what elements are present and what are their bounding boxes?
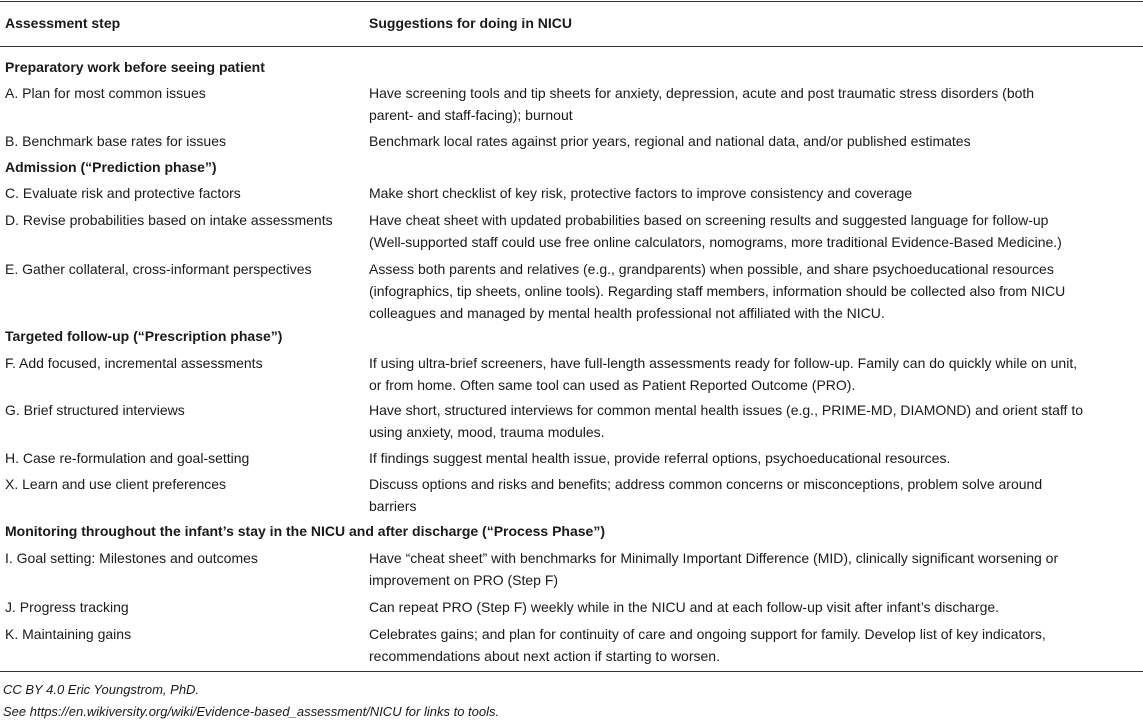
tools-link-note: See https://en.wikiversity.org/wiki/Evidence-based_assessment/NICU for links to tools. — [3, 704, 500, 719]
assessment-step: D. Revise probabilities based on intake assessments — [5, 212, 333, 228]
suggestion-line: Have cheat sheet with updated probabilities based on screening results and suggested language for follow-up — [369, 212, 1049, 228]
suggestion-line: colleagues and managed by mental health professional not affiliated with the NICU. — [369, 305, 885, 321]
license-note: CC BY 4.0 Eric Youngstrom, PhD. — [3, 682, 200, 697]
suggestion-line: recommendations about next action if starting to worsen. — [369, 648, 720, 664]
suggestion-line: barriers — [369, 498, 417, 514]
suggestion-line: Discuss options and risks and benefits; address common concerns or misconceptions, problem solve around — [369, 476, 1043, 492]
suggestion-line: parent- and staff-facing); burnout — [369, 107, 573, 123]
assessment-step: F. Add focused, incremental assessments — [5, 355, 263, 371]
assessment-step: X. Learn and use client preferences — [5, 476, 227, 492]
suggestion-line: Have “cheat sheet” with benchmarks for Minimally Important Difference (MID), clinically significant worsening or — [369, 550, 1059, 566]
suggestion-line: If findings suggest mental health issue, provide referral options, psychoeducational resources. — [369, 450, 951, 466]
section-title: Preparatory work before seeing patient — [5, 59, 265, 75]
suggestion-line: Benchmark local rates against prior years, regional and national data, and/or published estimates — [369, 133, 971, 149]
suggestion-line: using anxiety, mood, trauma modules. — [369, 424, 605, 440]
suggestion-line: Have screening tools and tip sheets for anxiety, depression, acute and post traumatic stress disorders (both — [369, 85, 1035, 101]
suggestion-line: (Well-supported staff could use free online calculators, nomograms, more traditional Evidence-Based Medicine.) — [369, 234, 1062, 250]
header-rule — [0, 46, 1143, 47]
table-top-rule — [0, 1, 1143, 2]
assessment-step: H. Case re-formulation and goal-setting — [5, 450, 250, 466]
assessment-step: I. Goal setting: Milestones and outcomes — [5, 550, 258, 566]
section-title: Admission (“Prediction phase”) — [5, 159, 217, 175]
assessment-step: B. Benchmark base rates for issues — [5, 133, 226, 149]
suggestion-line: Assess both parents and relatives (e.g., grandparents) when possible, and share psychoeducational resources — [369, 261, 1054, 277]
suggestion-line: improvement on PRO (Step F) — [369, 572, 559, 588]
assessment-step: G. Brief structured interviews — [5, 402, 185, 418]
suggestion-line: If using ultra-brief screeners, have full-length assessments ready for follow-up. Family can do quickly while on unit, — [369, 355, 1078, 371]
suggestion-line: Celebrates gains; and plan for continuity of care and ongoing support for family. Develop list of key indicators, — [369, 626, 1046, 642]
assessment-step: J. Progress tracking — [5, 599, 129, 615]
assessment-step: E. Gather collateral, cross-informant perspectives — [5, 261, 312, 277]
header-suggestions: Suggestions for doing in NICU — [369, 15, 572, 31]
table-bottom-rule — [0, 671, 1143, 672]
assessment-step: A. Plan for most common issues — [5, 85, 206, 101]
suggestion-line: Can repeat PRO (Step F) weekly while in the NICU and at each follow-up visit after infant’s discharge. — [369, 599, 1000, 615]
suggestion-line: or from home. Often same tool can used as Patient Reported Outcome (PRO). — [369, 377, 856, 393]
suggestion-line: Have short, structured interviews for common mental health issues (e.g., PRIME-MD, DIAMOND) and orient staff to — [369, 402, 1083, 418]
assessment-step: C. Evaluate risk and protective factors — [5, 185, 241, 201]
suggestion-line: Make short checklist of key risk, protective factors to improve consistency and coverage — [369, 185, 913, 201]
suggestion-line: (infographics, tip sheets, online tools). Regarding staff members, information should be collected also from NICU — [369, 283, 1066, 299]
assessment-step: K. Maintaining gains — [5, 626, 132, 642]
header-assessment-step: Assessment step — [5, 15, 121, 31]
section-title: Targeted follow-up (“Prescription phase”) — [5, 328, 283, 344]
section-title: Monitoring throughout the infant’s stay in the NICU and after discharge (“Process Phase”) — [5, 523, 605, 539]
